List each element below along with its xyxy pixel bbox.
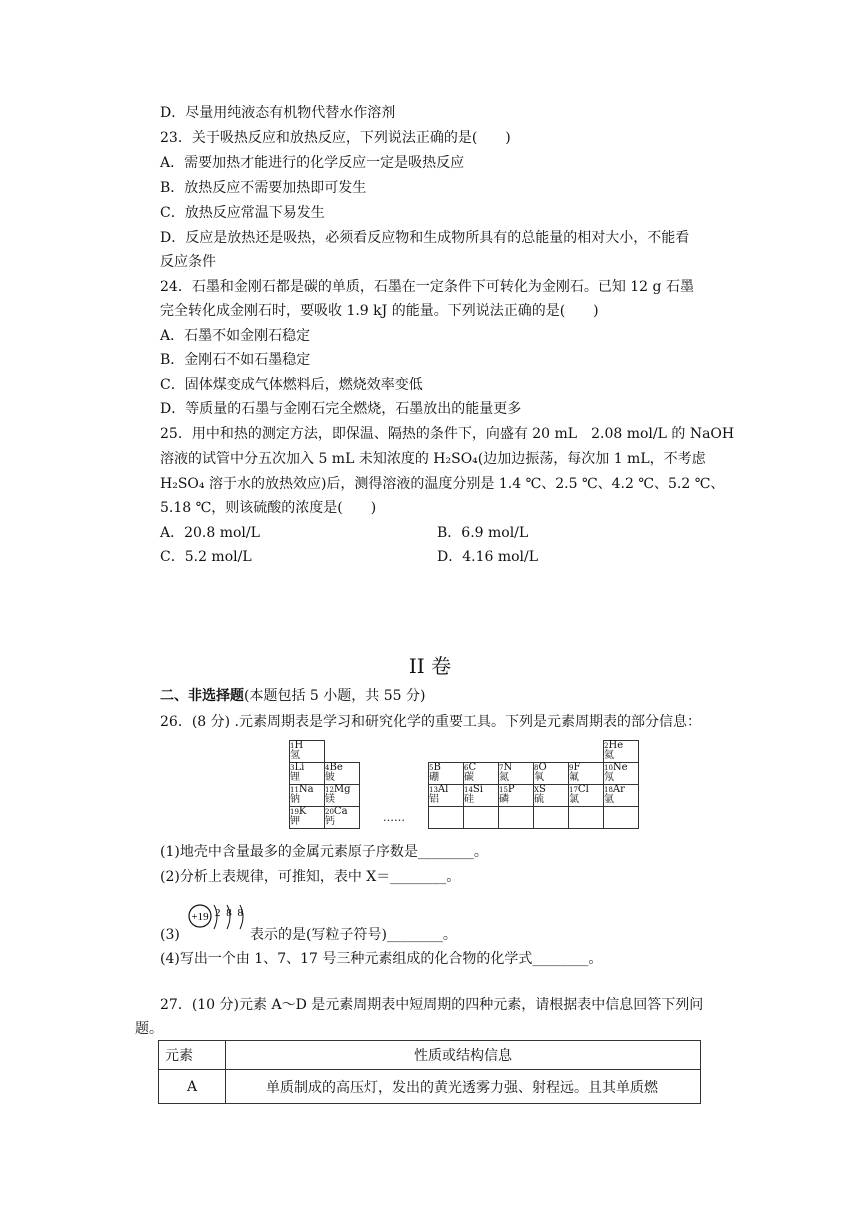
table-row	[159, 1070, 701, 1104]
q26-part-1: (1)地壳中含量最多的金属元素原子序数是________。	[160, 844, 488, 860]
element-cell: 1H 氢	[290, 741, 325, 763]
text-line: 23．关于吸热反应和放热反应，下列说法正确的是( )	[160, 130, 511, 146]
element-cell: 11Na 钠	[290, 785, 325, 807]
element-cell: 15P 磷	[499, 785, 534, 807]
element-cell: 17Cl 氯	[569, 785, 604, 807]
table-header	[159, 1041, 701, 1070]
text-line: 5.18 ℃，则该硫酸的浓度是( )	[160, 500, 377, 516]
electron-shells: 2 8 8	[215, 907, 245, 919]
part-heading: II 卷	[408, 654, 452, 678]
element-cell: 20Ca 钙	[325, 807, 360, 829]
q26-intro: 26．(8 分) .元素周期表是学习和研究化学的重要工具。下列是元素周期表的部分信息：	[160, 714, 701, 730]
empty-cell	[569, 807, 604, 829]
option-c: C．5.2 mol/L	[160, 549, 252, 565]
text-line: H₂SO₄ 溶于水的放热效应)后，测得溶液的温度分别是 1.4 ℃、2.5 ℃、4.2 ℃、5.2 ℃、	[160, 476, 725, 492]
element-cell: 8O 氧	[534, 763, 569, 785]
element-cell: 6C 碳	[464, 763, 499, 785]
empty-cell	[464, 807, 499, 829]
element-cell: 4Be 铍	[325, 763, 360, 785]
q27-intro: 27．(10 分)元素 A～D 是元素周期表中短周期的四种元素，请根据表中信息回答下列问	[160, 997, 704, 1013]
text-line: B．放热反应不需要加热即可发生	[160, 180, 367, 196]
header-info: 性质或结构信息	[226, 1041, 701, 1070]
q27-intro-cont: 题。	[135, 1021, 163, 1037]
option-d: D．4.16 mol/L	[437, 549, 539, 565]
periodic-table	[289, 740, 639, 829]
text-line: A．石墨不如金刚石稳定	[160, 328, 311, 344]
text-line: C．固体煤变成气体燃料后，燃烧效率变低	[160, 377, 423, 393]
cell-info: 单质制成的高压灯，发出的黄光透雾力强、射程远。且其单质燃	[226, 1070, 701, 1104]
section-title	[160, 686, 425, 706]
q26-part-2: (2)分析上表规律，可推知，表中 X＝________。	[160, 869, 461, 885]
atom-structure-diagram	[188, 902, 258, 932]
empty-cell	[534, 807, 569, 829]
text-line: 反应条件	[160, 254, 216, 270]
ellipsis: ……	[383, 810, 405, 824]
text-line: 完全转化成金刚石时，要吸收 1.9 kJ 的能量。下列说法正确的是( )	[160, 303, 599, 319]
element-cell: 7N 氮	[499, 763, 534, 785]
section-title-bold: 二、非选择题	[160, 688, 244, 704]
text-line: 25．用中和热的测定方法，即保温、隔热的条件下，向盛有 20 mL 2.08 mol/L 的 NaOH	[160, 426, 735, 442]
text-line: A．需要加热才能进行的化学反应一定是吸热反应	[160, 155, 465, 171]
text-line: C．放热反应常温下易发生	[160, 205, 325, 221]
option-b: B．6.9 mol/L	[437, 525, 529, 541]
element-cell: 12Mg 镁	[325, 785, 360, 807]
element-cell: 3Li 锂	[290, 763, 325, 785]
element-cell: 18Ar 氩	[604, 785, 639, 807]
q26-part-3-text: 表示的是(写粒子符号)________。	[250, 927, 457, 943]
text-line: B．金刚石不如石墨稳定	[160, 352, 311, 368]
element-cell: 19K 钾	[290, 807, 325, 829]
element-cell: 14Si 硅	[464, 785, 499, 807]
empty-cell	[429, 807, 464, 829]
element-cell: XS 硫	[534, 785, 569, 807]
q26-part-3-label: (3)	[160, 927, 180, 943]
cell-element: A	[159, 1070, 226, 1104]
text-line: 溶液的试管中分五次加入 5 mL 未知浓度的 H₂SO₄(边加边振荡，每次加 1 mL，不考虑	[160, 451, 706, 467]
option-a: A．20.8 mol/L	[160, 525, 260, 541]
empty-cell	[604, 807, 639, 829]
text-line: D．尽量用纯液态有机物代替水作溶剂	[160, 105, 396, 121]
element-info-table	[158, 1040, 701, 1104]
element-cell: 2He 氦	[604, 741, 639, 763]
element-cell: 10Ne 氖	[604, 763, 639, 785]
text-line: D．反应是放热还是吸热，必须看反应物和生成物所具有的总能量的相对大小，不能看	[160, 230, 690, 246]
header-element: 元素	[159, 1041, 226, 1070]
section-title-rest: (本题包括 5 小题，共 55 分)	[244, 688, 426, 704]
empty-cell	[499, 807, 534, 829]
q26-part-4: (4)写出一个由 1、7、17 号三种元素组成的化合物的化学式________。	[160, 951, 603, 967]
element-cell: 9F 氟	[569, 763, 604, 785]
element-cell: 13Al 铝	[429, 785, 464, 807]
text-line: 24．石墨和金刚石都是碳的单质，石墨在一定条件下可转化为金刚石。已知 12 g 石墨	[160, 279, 694, 295]
text-line: D．等质量的石墨与金刚石完全燃烧，石墨放出的能量更多	[160, 401, 522, 417]
nucleus-charge: +19	[191, 911, 209, 923]
element-cell: 5B 硼	[429, 763, 464, 785]
